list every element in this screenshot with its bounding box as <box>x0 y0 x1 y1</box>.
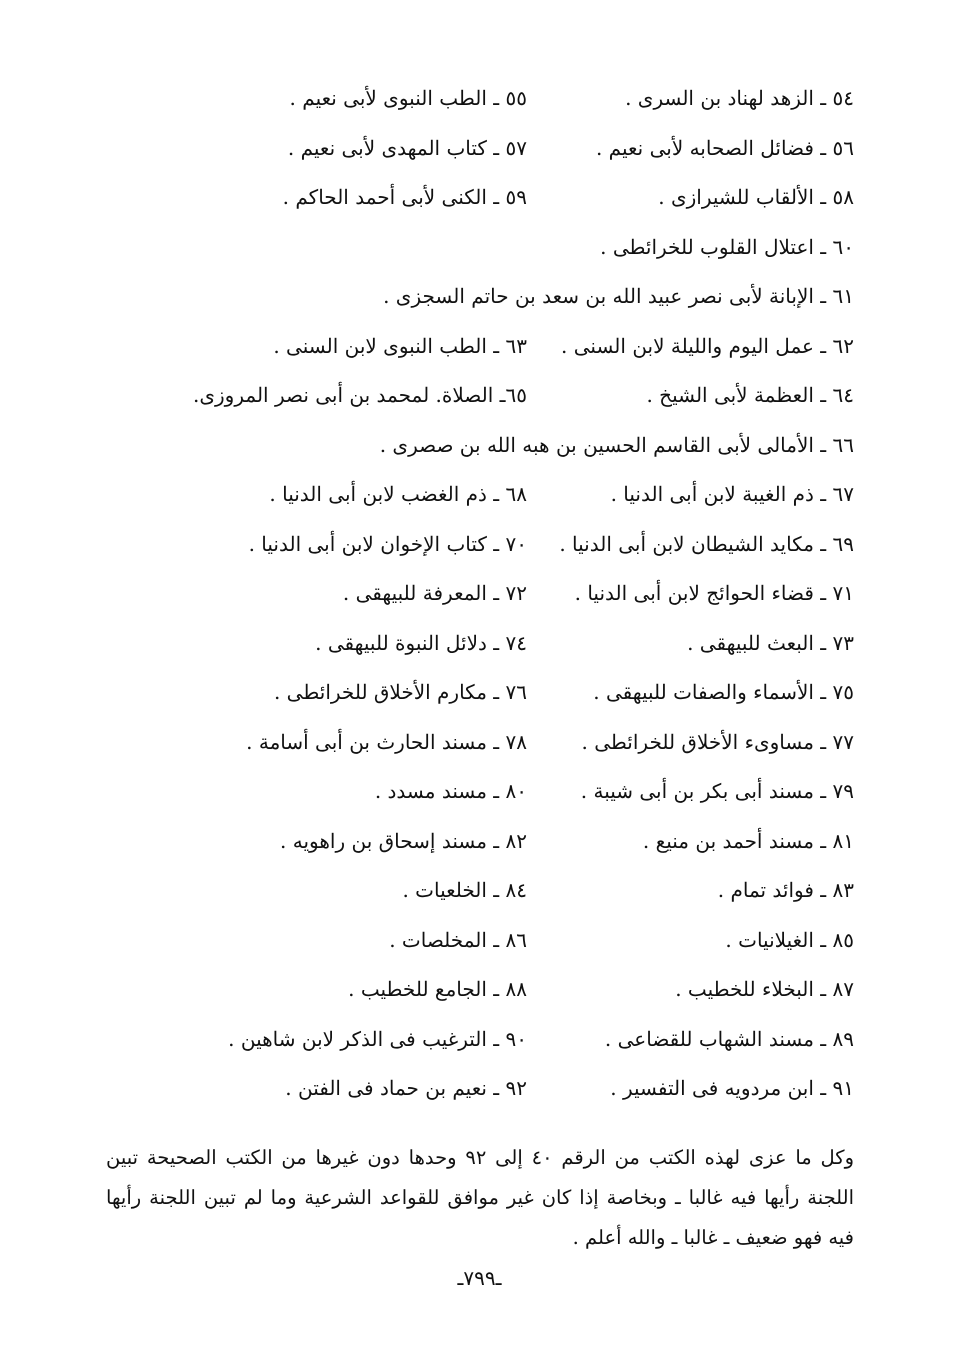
list-row <box>94 569 854 619</box>
list-row <box>94 668 854 718</box>
list-item: ٧٤ ـ دلائل النبوة للبيهقى . <box>315 630 527 655</box>
list-item: ٦١ ـ الإبانة لأبى نصر عبيد الله بن سعد بن حاتم السجزى . <box>383 284 854 308</box>
list-item: ٧٦ ـ مكارم الأخلاق للخرائطى . <box>273 680 527 704</box>
list-item: ٦٤ ـ العظمة لأبى الشيخ . <box>646 383 854 407</box>
book-list <box>94 74 854 1114</box>
list-item: ٦٨ ـ ذم الغضب لابن أبى الدنيا . <box>269 482 527 506</box>
list-item: ٧١ ـ قضاء الحوائج لابن أبى الدنيا . <box>574 581 854 605</box>
list-item: ٧٧ ـ مساوىء الأخلاق للخرائطى . <box>581 729 854 754</box>
list-row <box>94 173 854 223</box>
list-item: ٨٢ ـ مسند إسحاق بن راهويه . <box>280 828 527 853</box>
list-item: ٥٤ ـ الزهد لهناد بن السرى . <box>625 86 854 110</box>
list-row <box>94 371 854 421</box>
list-item: ٩١ ـ ابن مردويه فى التفسير . <box>610 1076 854 1100</box>
list-item: ٨٤ ـ الخلعيات . <box>402 878 527 902</box>
list-item: ٧٣ ـ البعث للبيهقى . <box>687 630 854 655</box>
list-item: ٥٧ ـ كتاب المهدى لأبى نعيم . <box>287 135 527 160</box>
list-row <box>94 74 854 124</box>
list-row <box>94 916 854 966</box>
list-item: ٦٣ ـ الطب النبوى لابن السنى . <box>273 333 527 358</box>
list-row <box>94 470 854 520</box>
list-item: ٥٦ ـ فضائل الصحابه لأبى نعيم . <box>595 135 854 160</box>
page-footer <box>0 1266 959 1290</box>
list-row <box>94 124 854 174</box>
list-item: ٧٢ ـ المعرفة للبيهقى . <box>342 581 527 605</box>
list-item: ٦٠ ـ اعتلال القلوب للخرائطى . <box>600 234 854 259</box>
list-item: ٧٥ ـ الأسماء والصفات للبيهقى . <box>593 680 854 704</box>
list-item: ٨٥ ـ الغيلانيات . <box>725 927 854 952</box>
list-item: ٦٦ ـ الأمالى لأبى القاسم الحسين بن هبه الله بن صصرى . <box>379 432 854 457</box>
list-item: ٥٩ ـ الكنى لأبى أحمد الحاكم . <box>282 185 527 209</box>
list-item: ٩٠ ـ الترغيب فى الذكر لابن شاهين . <box>228 1026 527 1051</box>
list-item: ٨١ ـ مسند أحمد بن منيع . <box>642 828 854 853</box>
list-row <box>94 272 854 322</box>
list-item: ٨٨ ـ الجامع للخطيب . <box>348 977 527 1001</box>
list-row <box>94 322 854 372</box>
list-item: ٧٠ ـ كتاب الإخوان لابن أبى الدنيا . <box>248 531 527 556</box>
list-item: ٧٨ ـ مسند الحارث بن أبى أسامة . <box>246 729 527 754</box>
list-item: ٨٩ ـ مسند الشهاب للقضاعى . <box>604 1026 854 1051</box>
list-item: ٥٥ ـ الطب النبوى لأبى نعيم . <box>289 86 527 110</box>
list-item: ٨٠ ـ مسند مسدد . <box>374 779 527 803</box>
list-row <box>94 866 854 916</box>
list-item: ٦٥ـ الصلاة. لمحمد بن أبى نصر المروزى. <box>193 383 527 407</box>
list-row <box>94 767 854 817</box>
list-row <box>94 421 854 471</box>
list-item: ٦٩ ـ مكايد الشيطان لابن أبى الدنيا . <box>559 531 854 556</box>
list-row <box>94 1064 854 1114</box>
list-row <box>94 817 854 867</box>
list-item: ٨٦ ـ المخلصات . <box>389 927 527 952</box>
list-row <box>94 1015 854 1065</box>
list-row <box>94 718 854 768</box>
list-item: ٦٢ ـ عمل اليوم والليلة لابن السنى . <box>561 333 854 358</box>
list-item: ٩٢ ـ نعيم بن حماد فى الفتن . <box>285 1076 527 1100</box>
closing-paragraph: وكل ما عزى لهذه الكتب من الرقم ٤٠ إلى ٩٢ وحدها دون غيرها من الكتب الصحيحة تبين اللجنة رأيها فيه غالبا ـ وبخاصة إذا كان غير موافق للقواعد الشرعية وما لم تبين اللجنة رأيها فيه فهو ضعيف ـ غالبا ـ والله أعلم . <box>106 1145 854 1249</box>
list-item: ٥٨ ـ الألقاب للشيرازى . <box>658 185 854 209</box>
list-item: ٨٣ ـ فوائد تمام . <box>717 878 854 902</box>
list-item: ٦٧ ـ ذم الغيبة لابن أبى الدنيا . <box>610 482 854 506</box>
list-row <box>94 619 854 669</box>
list-item: ٨٧ ـ البخلاء للخطيب . <box>675 977 854 1001</box>
list-row <box>94 223 854 273</box>
list-row <box>94 965 854 1015</box>
list-item: ٧٩ ـ مسند أبى بكر بن أبى شيبة . <box>580 779 854 803</box>
list-row <box>94 520 854 570</box>
page-number: ـ٧٩٩ـ <box>457 1266 502 1290</box>
